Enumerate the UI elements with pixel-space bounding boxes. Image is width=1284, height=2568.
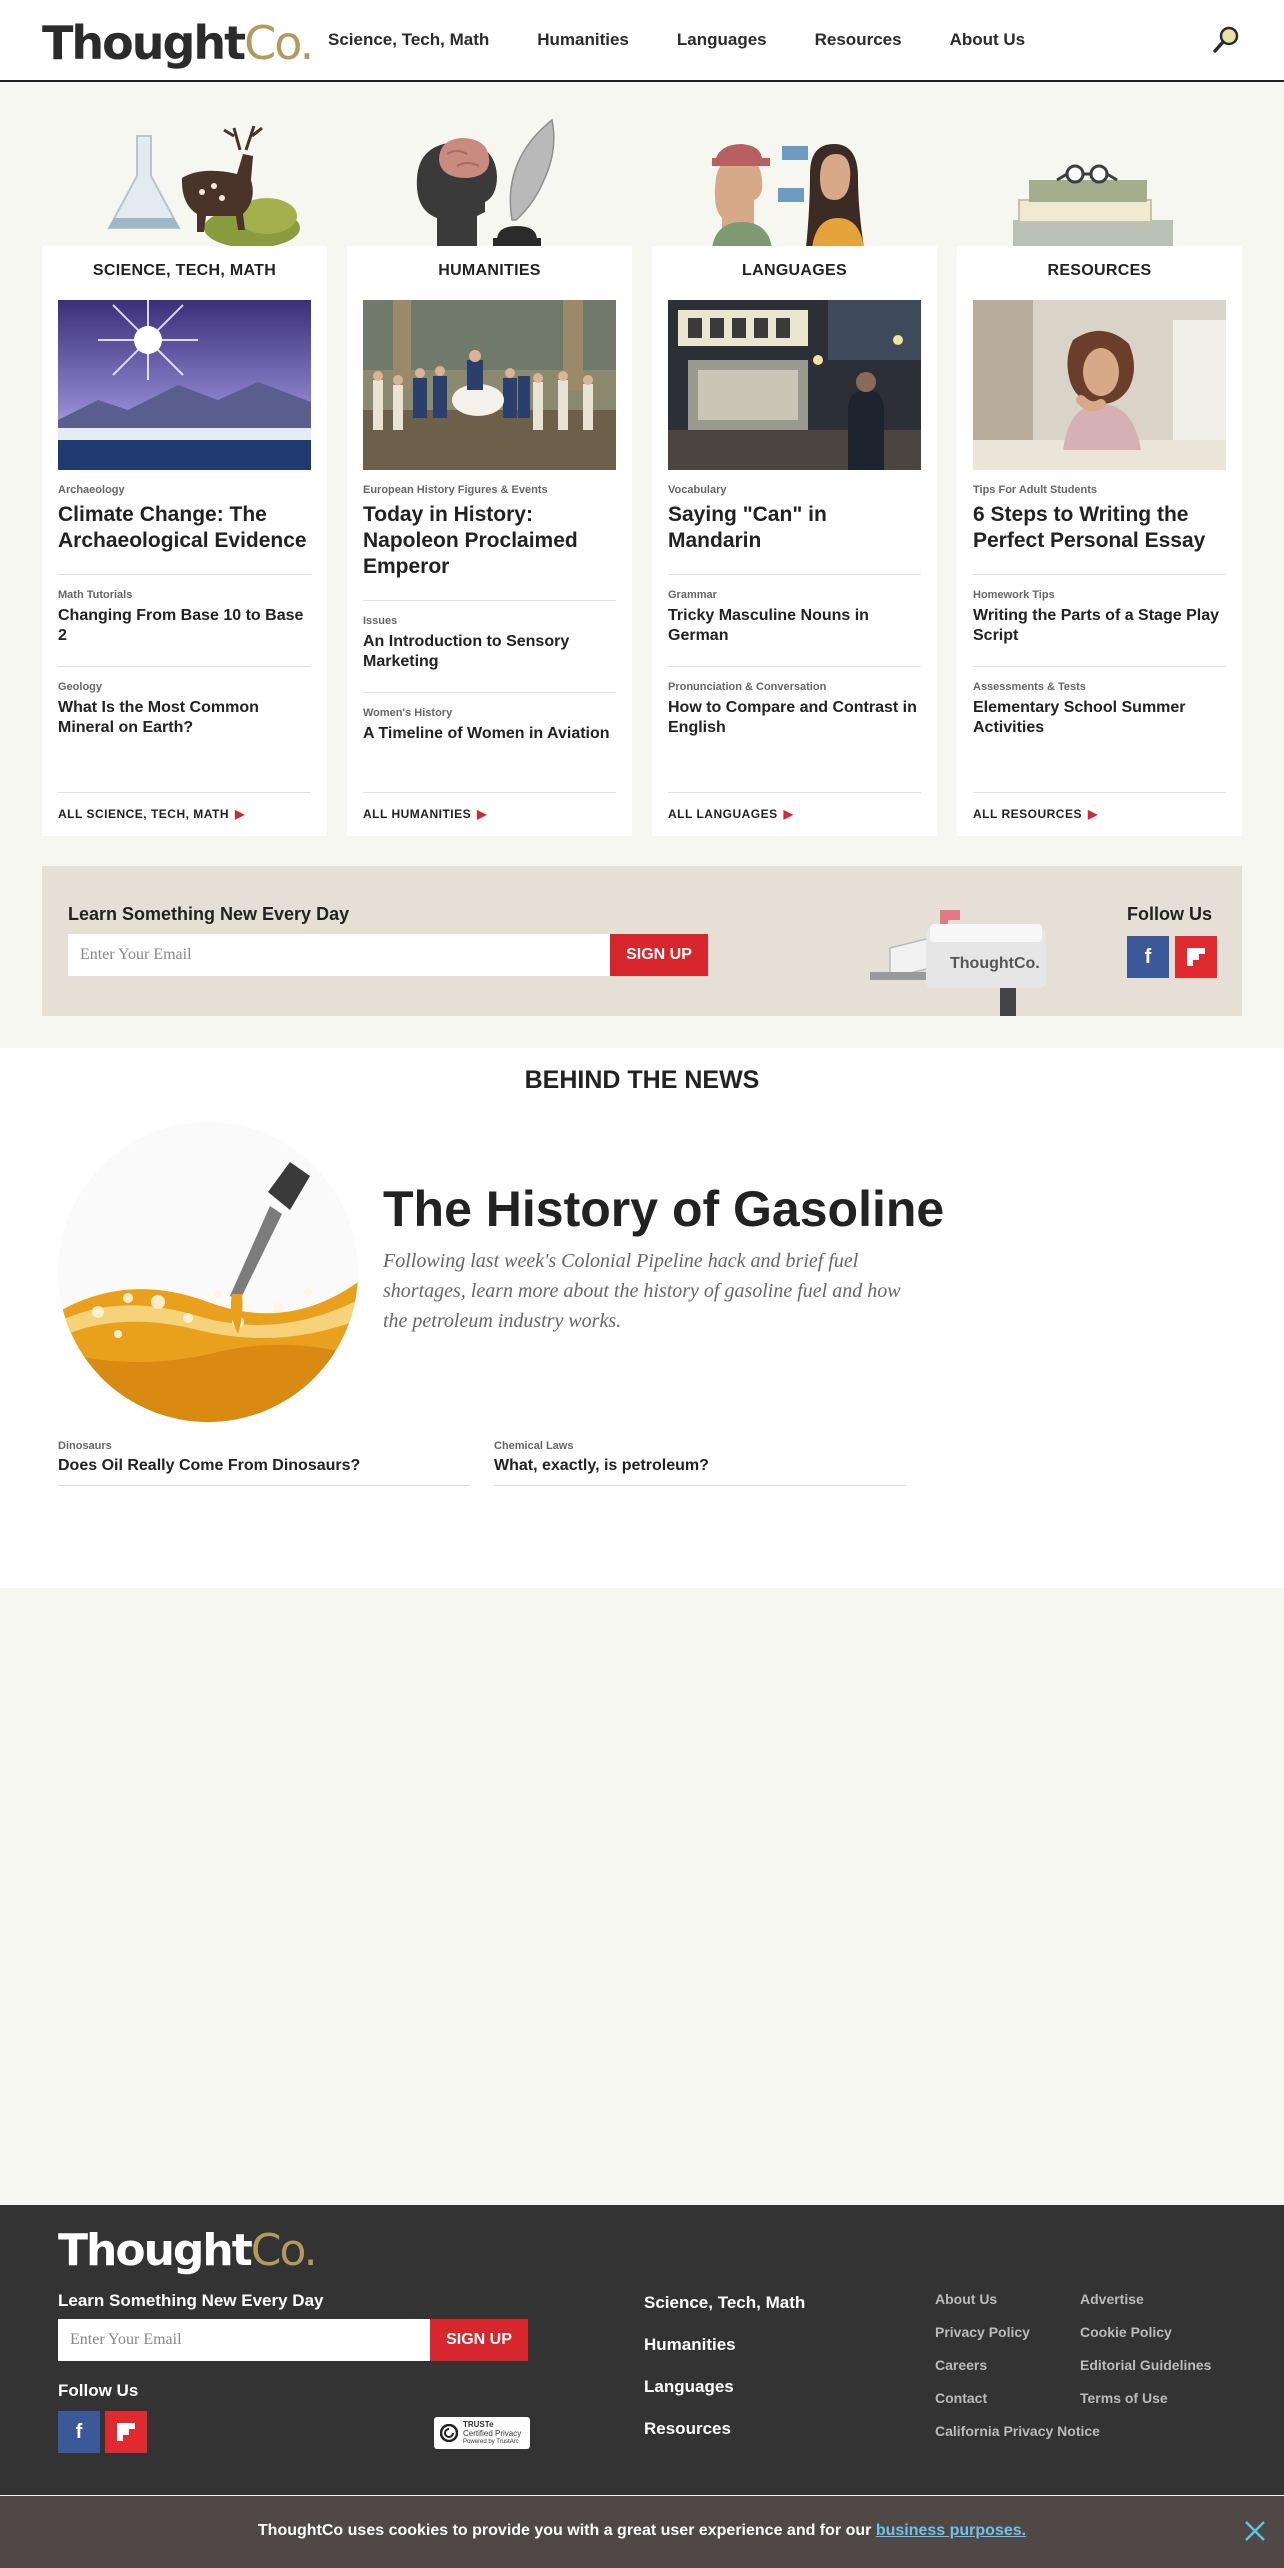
behind-the-news — [0, 1048, 1284, 1588]
follow-us-label: Follow Us — [1127, 904, 1212, 924]
list-item — [58, 574, 311, 646]
footer-links-col2 — [1080, 2291, 1211, 2423]
search-icon[interactable] — [1210, 24, 1242, 56]
article-tag[interactable]: Issues — [363, 615, 398, 627]
site-footer — [0, 2205, 1284, 2495]
article-headline[interactable]: Changing From Base 10 to Base 2 — [58, 607, 304, 644]
article-tag[interactable]: European History Figures & Events — [363, 484, 548, 496]
article-headline[interactable]: Elementary School Summer Activities — [973, 699, 1186, 736]
article-headline[interactable]: What Is the Most Common Mineral on Earth? — [58, 699, 259, 736]
featured-headline[interactable]: Climate Change: The Archaeological Evidence — [58, 503, 307, 552]
footer-link-terms[interactable]: Terms of Use — [1080, 2390, 1168, 2406]
article-headline[interactable]: Tricky Masculine Nouns in German — [668, 607, 869, 644]
footer-email-input[interactable]: Enter Your Email — [58, 2319, 430, 2361]
all-humanities-link[interactable]: ALL HUMANITIES ▶ — [363, 792, 616, 836]
close-icon[interactable] — [1240, 2516, 1270, 2546]
article-tag[interactable]: Chemical Laws — [494, 1440, 574, 1452]
books-glasses-illustration — [957, 100, 1242, 248]
list-item — [973, 574, 1226, 646]
feature-title[interactable]: The History of Gasoline — [383, 1181, 945, 1237]
article-tag[interactable]: Archaeology — [58, 484, 125, 496]
list-item — [58, 666, 311, 738]
card-photo-student[interactable] — [973, 300, 1226, 470]
card-photo-market[interactable] — [668, 300, 921, 470]
main-nav — [328, 30, 1025, 50]
cookie-message: ThoughtCo uses cookies to provide you with a great user experience and for our business purposes. — [257, 2522, 1027, 2539]
footer-link-contact[interactable]: Contact — [935, 2390, 988, 2406]
nav-about-us[interactable]: About Us — [949, 30, 1026, 49]
card-panel — [957, 246, 1242, 836]
article-headline[interactable]: An Introduction to Sensory Marketing — [363, 633, 570, 670]
footer-newsletter-label: Learn Something New Every Day — [58, 2291, 324, 2310]
footer-link-advertise[interactable]: Advertise — [1080, 2291, 1144, 2307]
article-tag[interactable]: Dinosaurs — [58, 1440, 112, 1452]
footer-link-careers[interactable]: Careers — [935, 2357, 988, 2373]
list-item — [363, 600, 616, 672]
truste-badge[interactable]: TRUSTe Certified Privacy Powered by TrustArc — [434, 2417, 530, 2449]
card-photo-napoleon[interactable] — [363, 300, 616, 470]
deer-flask-illustration — [42, 100, 327, 248]
signup-button[interactable]: SIGN UP — [610, 934, 708, 976]
card-title: HUMANITIES — [438, 262, 541, 279]
footer-cat-resources[interactable]: Resources — [644, 2419, 731, 2438]
footer-cat-languages[interactable]: Languages — [644, 2377, 734, 2396]
article-headline[interactable]: What, exactly, is petroleum? — [494, 1457, 709, 1474]
category-card-resources — [957, 100, 1242, 836]
article-headline[interactable]: How to Compare and Contrast in English — [668, 699, 917, 736]
footer-link-privacy-policy[interactable]: Privacy Policy — [935, 2324, 1030, 2340]
footer-link-editorial-guidelines[interactable]: Editorial Guidelines — [1080, 2357, 1212, 2373]
article-tag[interactable]: Grammar — [668, 589, 717, 601]
footer-categories — [644, 2293, 805, 2461]
article-headline[interactable]: Does Oil Really Come From Dinosaurs? — [58, 1457, 361, 1474]
email-input[interactable]: Enter Your Email — [68, 934, 610, 976]
cookie-banner — [0, 2496, 1284, 2568]
footer-follow-label: Follow Us — [58, 2381, 139, 2400]
footer-facebook-icon[interactable]: f — [58, 2411, 100, 2453]
truste-seal-icon — [440, 2424, 458, 2442]
section-heading: BEHIND THE NEWS — [524, 1066, 760, 1094]
category-card-languages — [652, 100, 937, 836]
newsletter-label: Learn Something New Every Day — [68, 904, 350, 924]
article-headline[interactable]: A Timeline of Women in Aviation — [363, 725, 610, 742]
footer-link-cookie-policy[interactable]: Cookie Policy — [1080, 2324, 1172, 2340]
footer-flipboard-icon[interactable] — [105, 2411, 147, 2453]
list-item — [668, 574, 921, 646]
facebook-icon[interactable]: f — [1127, 936, 1169, 978]
card-panel — [652, 246, 937, 836]
featured-headline[interactable]: Saying "Can" in Mandarin — [668, 503, 827, 552]
conversation-illustration — [652, 100, 937, 248]
card-photo-glacier[interactable] — [58, 300, 311, 470]
nav-languages[interactable]: Languages — [676, 30, 767, 49]
article-tag[interactable]: Assessments & Tests — [973, 681, 1086, 693]
article-tag[interactable]: Women's History — [363, 707, 453, 719]
mailbox-illustration — [870, 888, 1050, 1016]
article-tag[interactable]: Geology — [58, 681, 103, 693]
footer-logo[interactable]: ThoughtCo. — [58, 2225, 316, 2276]
caret-right-icon: ▶ — [783, 807, 794, 821]
related-article — [494, 1440, 906, 1486]
nav-humanities[interactable]: Humanities — [537, 30, 629, 49]
article-headline[interactable]: Writing the Parts of a Stage Play Script — [973, 607, 1219, 644]
newsletter-band — [42, 866, 1242, 1016]
footer-signup-button[interactable]: SIGN UP — [430, 2319, 528, 2361]
footer-cat-humanities[interactable]: Humanities — [644, 2335, 736, 2354]
head-quill-illustration — [347, 100, 632, 248]
gasoline-photo[interactable] — [58, 1122, 358, 1422]
card-title: LANGUAGES — [742, 262, 847, 279]
featured-headline[interactable]: Today in History: Napoleon Proclaimed Emperor — [363, 503, 578, 578]
card-title: RESOURCES — [1047, 262, 1152, 279]
card-panel — [42, 246, 327, 836]
footer-cat-science[interactable]: Science, Tech, Math — [644, 2293, 806, 2312]
caret-right-icon: ▶ — [1087, 807, 1098, 821]
category-cards — [42, 100, 1242, 836]
article-tag[interactable]: Tips For Adult Students — [973, 484, 1098, 496]
footer-links-col1 — [935, 2291, 1100, 2456]
card-panel — [347, 246, 632, 836]
category-card-science — [42, 100, 327, 836]
site-logo[interactable]: ThoughtCo. — [42, 16, 313, 70]
featured-headline[interactable]: 6 Steps to Writing the Perfect Personal Essay — [973, 503, 1206, 552]
site-header — [0, 0, 1284, 82]
flipboard-icon[interactable] — [1175, 936, 1217, 978]
article-tag[interactable]: Homework Tips — [973, 589, 1055, 601]
article-tag[interactable]: Pronunciation & Conversation — [668, 681, 827, 693]
related-article — [58, 1440, 470, 1486]
list-item — [973, 666, 1226, 738]
category-card-humanities — [347, 100, 632, 836]
card-title: SCIENCE, TECH, MATH — [92, 262, 277, 279]
feature-description: Following last week's Colonial Pipeline hack and brief fuel shortages, learn more about the history of gasoline fuel and how the petroleum industry works. — [383, 1250, 901, 1332]
list-item — [668, 666, 921, 738]
caret-right-icon: ▶ — [235, 807, 245, 821]
list-item — [363, 692, 616, 744]
mailbox-logo-text: ThoughtCo. — [950, 955, 1040, 972]
article-tag[interactable]: Math Tutorials — [58, 589, 133, 601]
nav-science[interactable]: Science, Tech, Math — [328, 30, 490, 49]
all-science-link[interactable]: ALL SCIENCE, TECH, MATH ▶ — [58, 792, 311, 836]
business-purposes-link[interactable]: business purposes. — [875, 2522, 1027, 2539]
footer-link-california-privacy[interactable]: California Privacy Notice — [935, 2423, 1100, 2439]
nav-resources[interactable]: Resources — [814, 30, 902, 49]
footer-link-about-us[interactable]: About Us — [935, 2291, 998, 2307]
all-resources-link[interactable]: ALL RESOURCES ▶ — [973, 792, 1226, 836]
article-tag[interactable]: Vocabulary — [668, 484, 727, 496]
all-languages-link[interactable]: ALL LANGUAGES ▶ — [668, 792, 921, 836]
caret-right-icon: ▶ — [477, 807, 487, 821]
